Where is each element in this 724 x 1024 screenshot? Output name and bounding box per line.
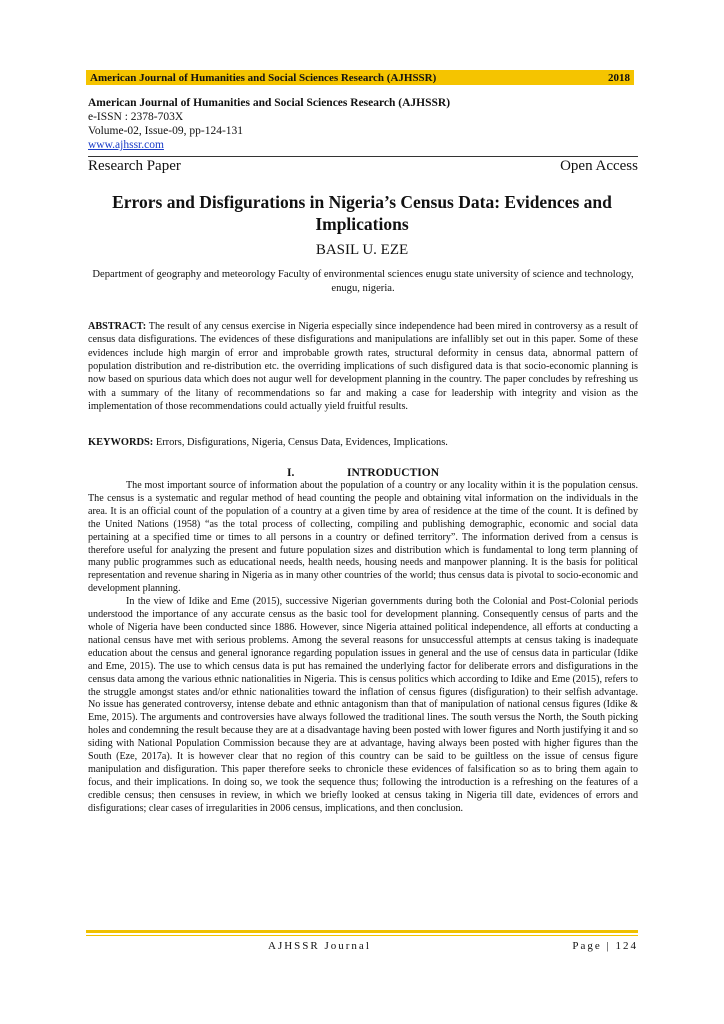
abstract-label: ABSTRACT: — [88, 321, 147, 332]
paragraph: The most important source of information about the population of a country or any locality within it is the population census. The census is a systematic and regular method of head counting the people and obtaining vital information on the individuals in the area. It is an official count of the population of a country at a given time by area of residence at the time of the count. It is defined by the United Nations (1958) “as the total process of collecting, compiling and publishing demographic, economic and social data pertaining at a specified time or times to all persons in a country or defined territory”. The information derived from a census is therefore useful for analyzing the present and future population sizes and distribution which is fundamental to long term planning of many public programmes such as educational needs, health needs, housing needs and manpower planning. It is the basis for political representation and revenue sharing in Nigeria as in many other countries of the world; thus census data is pivotal to socio-economic and development planning. — [88, 480, 638, 595]
keywords — [88, 437, 638, 448]
section-title: INTRODUCTION — [346, 467, 439, 479]
issn: e-ISSN : 2378-703X — [88, 111, 184, 123]
running-header-journal: American Journal of Humanities and Social Sciences Research (AJHSSR) — [90, 71, 437, 84]
author-name: BASIL U. EZE — [315, 242, 409, 258]
keywords-label: KEYWORDS: — [88, 437, 154, 448]
abstract-text: The result of any census exercise in Nigeria especially since independence had been mired in controversy as a result of census data disfigurations. The evidences of these disfigurations and manipulations are infallibly set out in this paper. Some of these evidences include high margin of error and improbable growth rates, structural deformity in census data, abnormal pattern of population distribution and re-distribution etc. the overriding implications of such disfigured data is that socio-economic planning is now based on spurious data which does not augur well for development planning in the country. The paper concludes by refreshing us with a summary of the litany of recommendations so far and making a case for leadership with integrity and vision as the implementation of those recommendations could actually yield fruitful results. — [88, 321, 638, 413]
access-type: Open Access — [560, 158, 638, 174]
footer-journal: AJHSSR Journal — [268, 940, 371, 952]
journal-title: American Journal of Humanities and Social Sciences Research (AJHSSR) — [88, 97, 451, 109]
journal-meta — [88, 96, 638, 152]
journal-website-link[interactable]: www.ajhssr.com — [88, 139, 164, 151]
body-text — [88, 480, 638, 816]
running-header-year: 2018 — [608, 71, 630, 84]
page-footer — [88, 940, 638, 952]
paragraph: In the view of Idike and Eme (2015), successive Nigerian governments during both the Colonial and Post-Colonial periods understood the importance of any accurate census as the basic tool for development planning. Consequently census of parts and the whole of Nigeria have been conducted since 1886. However, since Nigeria attained political independence, all efforts at conducting a national census have met with serious problems. Among the several reasons for unsuccessful attempts at census taking is inadequate education about the census and general ignorance regarding population issues in general and the use of census data in particular (Idike and Eme, 2015). The use to which census data is put has remained the underlying factor for deliberate errors and disfigurations in the census data among the various ethnic nationalities in Nigeria. This is census politics which according to Idike and Eme (2015), refers to the struggle amongst states and/or ethnic nationalities toward the inflation of census figures (disfiguration) to their selfish advantage. No issue has generated controversy, intense debate and ethnic antagonism than that of manipulation of national census figures (Idike & Eme, 2015). The arguments and controversies have always followed the traditional lines. The south versus the North, the South picking holes and condemning the result because they are at a disadvantage having been posted with lower figures and North justifying it and so siding with National Population Commission because they are at advantage, having always been posted with higher figures than the South (Eze, 2017a). It is however clear that no region of this country can be said to be guiltless on the issue of census figure manipulation and disfiguration. This paper therefore seeks to chronicle these evidences of falsification so as to bring them again to focus, and their implications. In doing so, we took the sequence thus; following the introduction is a refreshing on the features of a credible census; then censuses in review, in which we briefly looked at census taking in Nigeria till date, evidences of errors and disfigurations; clear cases of irregularities in 2006 census, implications, and then conclusion. — [88, 596, 638, 814]
section-heading — [88, 467, 638, 479]
volume-issue: Volume-02, Issue-09, pp-124-131 — [88, 125, 244, 137]
paper-title: Errors and Disfigurations in Nigeria’s Census Data: Evidences and Implications — [112, 192, 612, 234]
keywords-text: Errors, Disfigurations, Nigeria, Census Data, Evidences, Implications. — [153, 437, 448, 448]
section-number: I. — [286, 467, 295, 479]
abstract — [88, 320, 638, 413]
paper-type-row — [88, 156, 638, 175]
paper-type: Research Paper — [88, 158, 181, 174]
running-header — [86, 70, 634, 85]
footer-page-number: Page | 124 — [572, 940, 638, 952]
author-affiliation: Department of geography and meteorology Faculty of environmental sciences enugu state university of science and technology, enugu, nigeria. — [92, 269, 634, 294]
footer-rule — [86, 930, 638, 933]
footer-rule-thin — [86, 935, 638, 936]
